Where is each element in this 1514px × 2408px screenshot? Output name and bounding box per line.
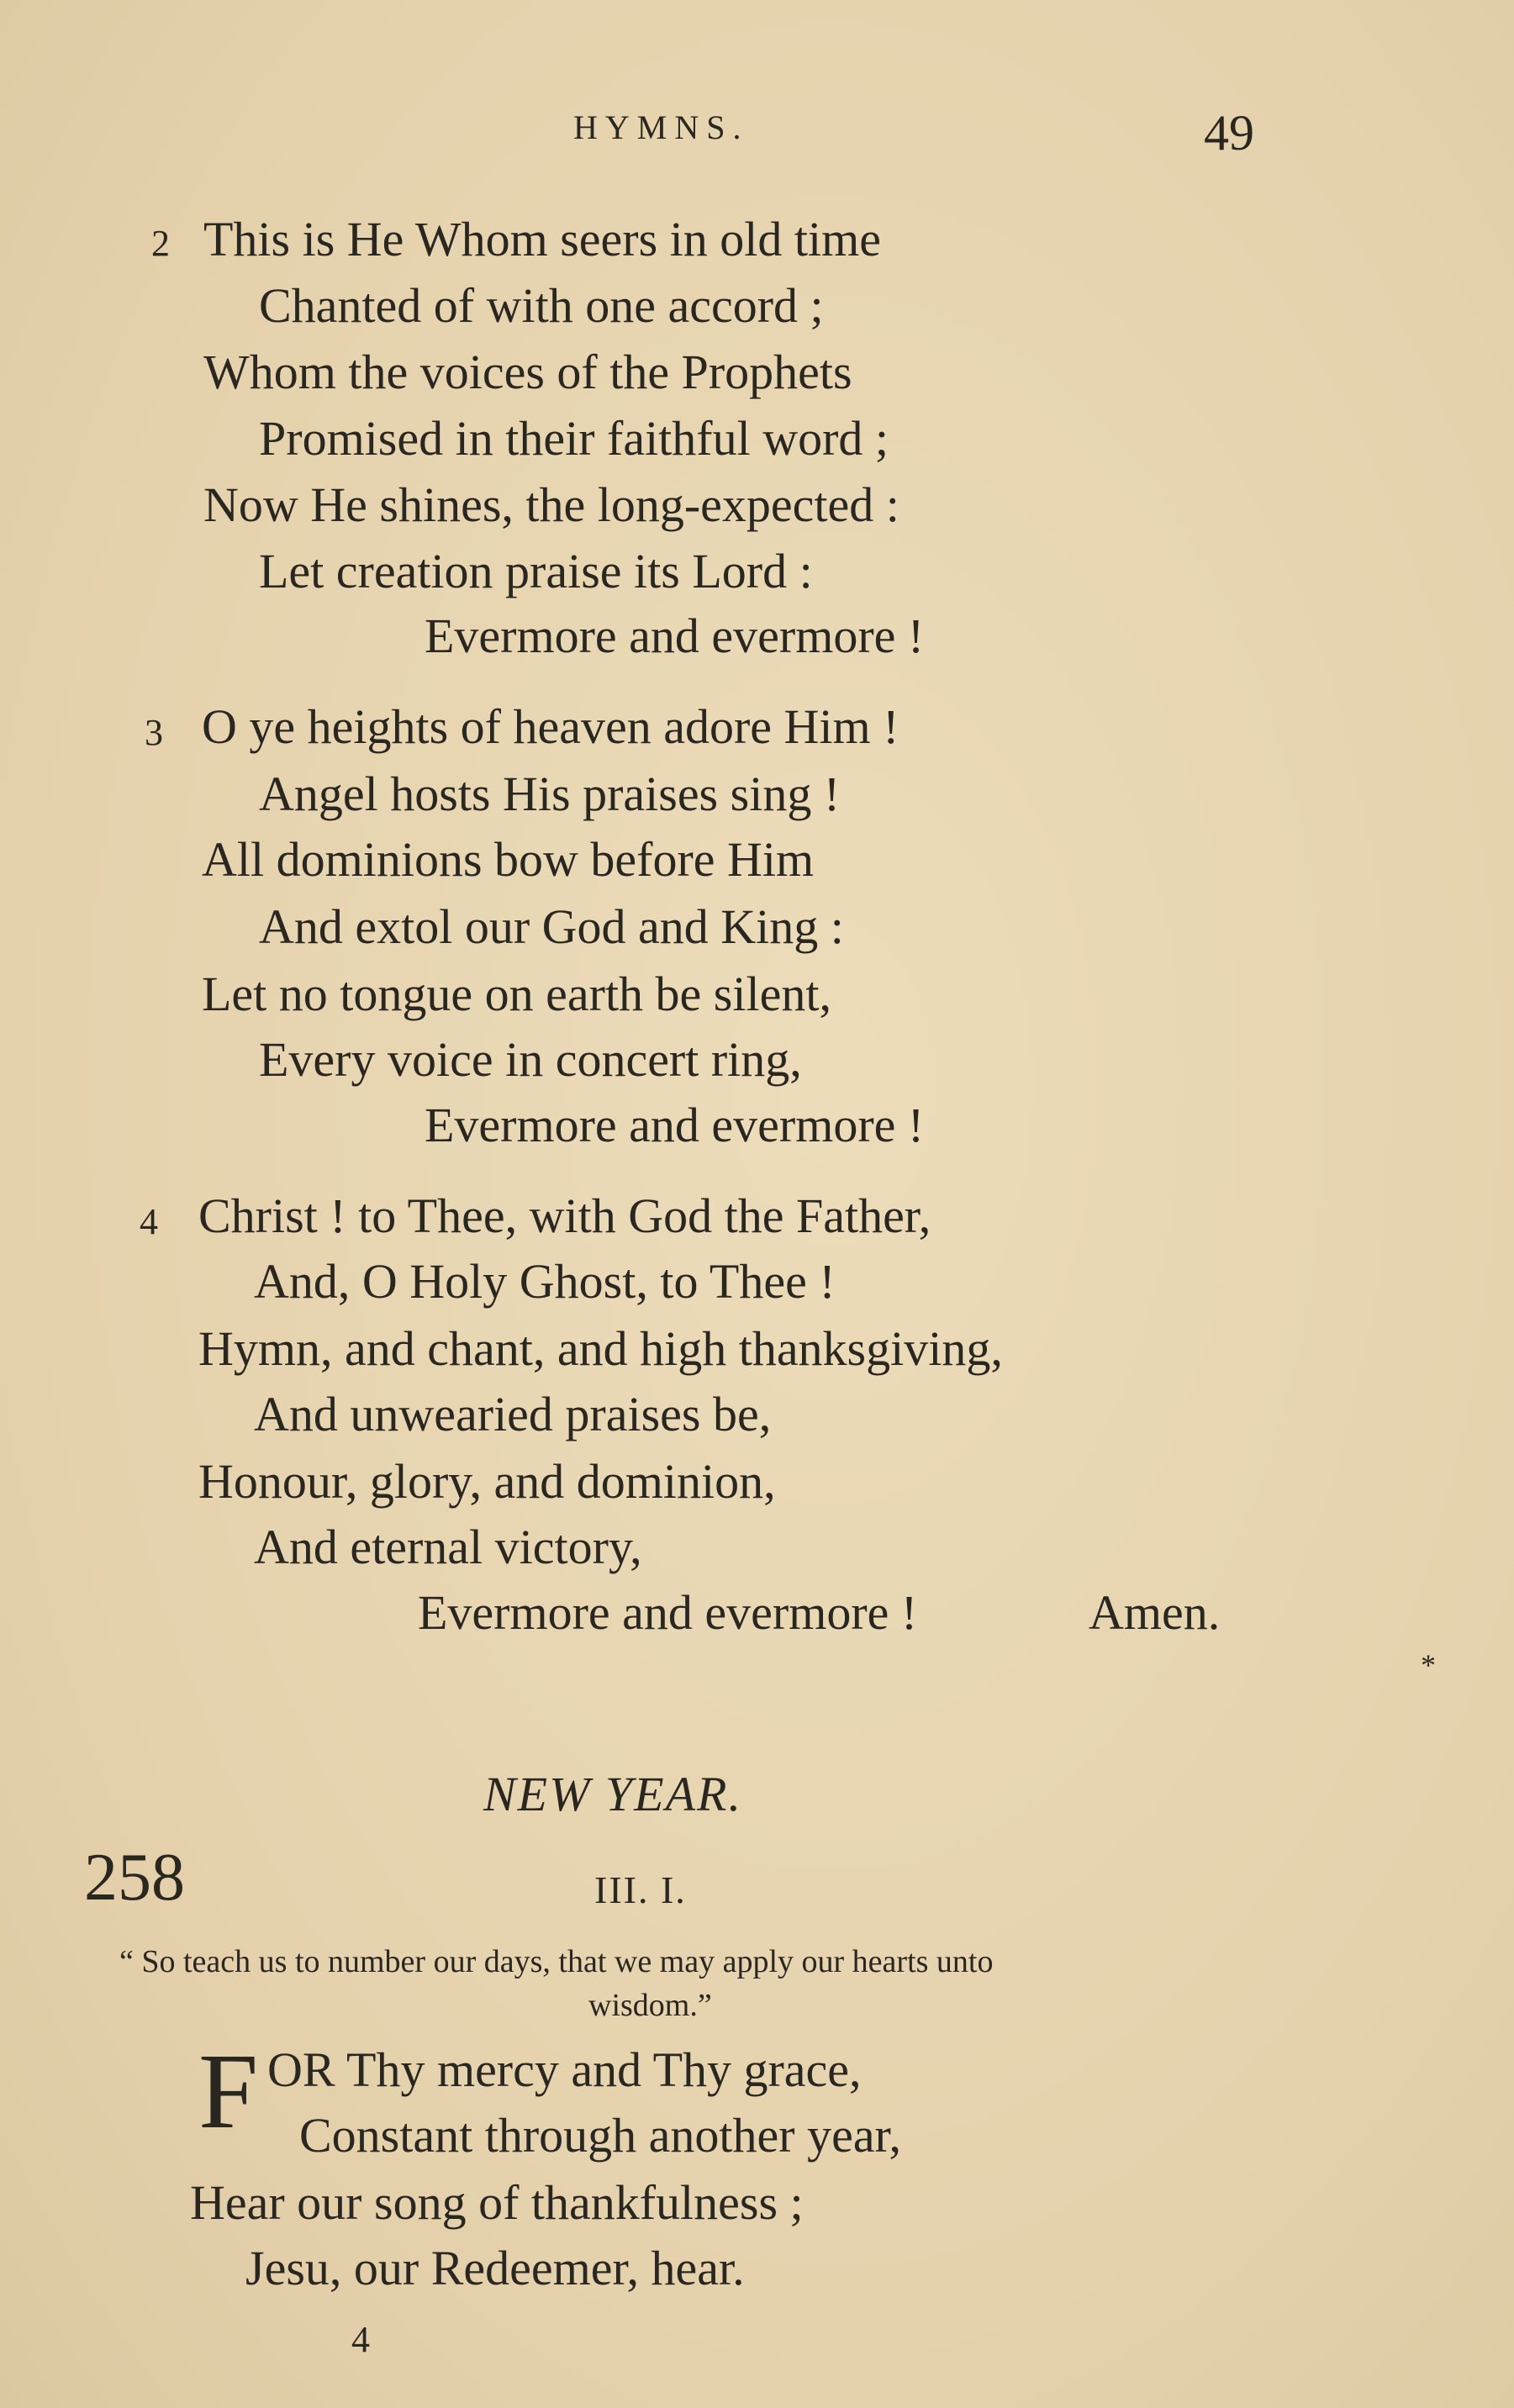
verse-line: Chanted of with one accord ;	[259, 278, 824, 333]
verse-line: Promised in their faithful word ;	[259, 411, 889, 466]
stanza-number: 4	[140, 1201, 158, 1242]
verse-line: Whom the voices of the Prophets	[203, 345, 852, 399]
verse-line: Hear our song of thankfulness ;	[190, 2175, 804, 2230]
verse-line: Let creation praise its Lord :	[259, 544, 813, 598]
verse-line: Let no tongue on earth be silent,	[202, 967, 831, 1021]
signature-mark: 4	[351, 2319, 370, 2360]
stanza-number: 3	[145, 712, 163, 753]
verse-line: All dominions bow before Him	[202, 832, 815, 887]
hymn-number: 258	[84, 1841, 185, 1915]
drop-cap: F	[198, 2031, 259, 2151]
verse-line: Constant through another year,	[299, 2108, 902, 2163]
meter: III. I.	[594, 1868, 687, 1911]
running-title: HYMNS.	[573, 108, 749, 146]
verse-line: Now He shines, the long-expected :	[203, 477, 899, 532]
verse-line: Jesu, our Redeemer, hear.	[245, 2241, 745, 2295]
verse-line: O ye heights of heaven adore Him !	[202, 699, 899, 754]
verse-line: And, O Holy Ghost, to Thee !	[254, 1254, 836, 1309]
refrain-line: Evermore and evermore !	[425, 609, 925, 663]
verse-line: Every voice in concert ring,	[259, 1032, 802, 1087]
page-number: 49	[1204, 105, 1254, 161]
verse-line: And eternal victory,	[254, 1520, 642, 1574]
verse-line: This is He Whom seers in old time	[203, 212, 881, 266]
verse-line: OR Thy mercy and Thy grace,	[267, 2042, 862, 2097]
epigraph-line: wisdom.”	[588, 1988, 712, 2023]
refrain-line: Evermore and evermore !	[425, 1098, 925, 1152]
stanza-number: 2	[151, 223, 170, 264]
section-title: NEW YEAR.	[483, 1767, 742, 1821]
verse-line: Honour, glory, and dominion,	[198, 1454, 776, 1509]
printer-mark: *	[1421, 1648, 1436, 1682]
verse-line: Angel hosts His praises sing !	[259, 767, 841, 821]
verse-line: Christ ! to Thee, with God the Father,	[198, 1188, 931, 1243]
refrain-line: Evermore and evermore !	[418, 1585, 918, 1640]
epigraph-line: “ So teach us to number our days, that we may apply our hearts unto	[119, 1944, 994, 1979]
amen: Amen.	[1089, 1585, 1221, 1640]
verse-line: And unwearied praises be,	[254, 1387, 772, 1441]
verse-line: And extol our God and King :	[259, 899, 844, 954]
verse-line: Hymn, and chant, and high thanksgiving,	[198, 1321, 1003, 1376]
